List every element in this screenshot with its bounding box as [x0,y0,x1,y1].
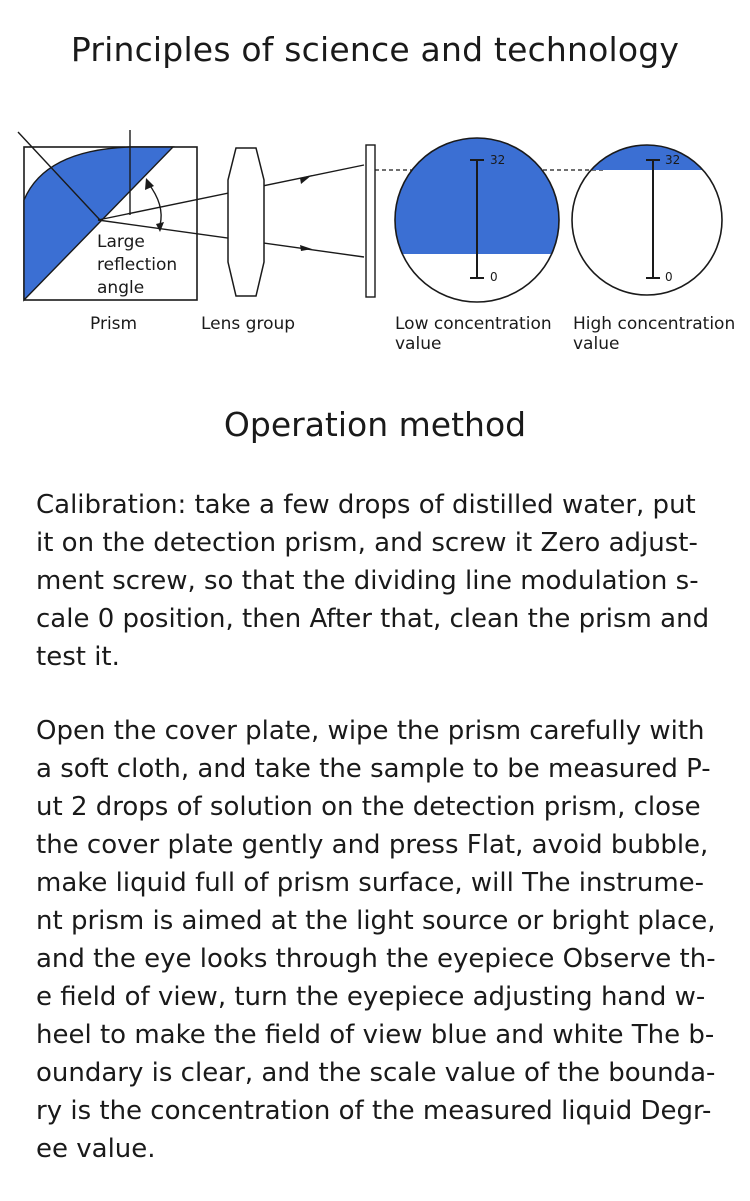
page-title: Principles of science and technology [70,30,680,69]
low-scale-bottom: 0 [490,270,498,284]
calibration-paragraph: Calibration: take a few drops of distilled water, put it on the detection prism, and screw it Zero adjust- ment screw, so that the dividing line modulation s- cale 0 position, then After that, clean the prism and test it. [36,490,710,672]
high-concentration-view [570,140,730,295]
low-concentration-label: Low concentration value [395,314,552,354]
section-title: Operation method [223,405,527,444]
prism-label: Prism [90,314,138,334]
high-concentration-label: High concentration value [573,314,736,354]
high-scale-top: 32 [665,153,681,167]
arrow-head-top [145,178,154,190]
lens-group-label: Lens group [201,314,296,334]
high-scale-bottom: 0 [665,270,673,284]
low-scale-top: 32 [490,153,506,167]
lens-group [228,148,264,296]
reticle-plate [366,145,375,297]
angle-label: Large reflection angle [97,232,178,298]
angle-arc [148,183,161,225]
measurement-paragraph: Open the cover plate, wipe the prism carefully with a soft cloth, and take the sample to be measured P- ut 2 drops of solution on the detection prism, close the cover plate gently and press Flat, avoid bubble, make liquid full of prism surface, will The instrume- nt prism is aimed at the light source or bright place, and the eye looks through the eyepiece Observe th- e field of view, turn the eyepiece adjusting hand w- heel to make the field of view blue and white The b- oundary is clear, and the scale value of the bounda- ry is the concentration of the measured liquid Degr- ee value. [36,716,716,1164]
low-concentration-view [390,130,570,302]
